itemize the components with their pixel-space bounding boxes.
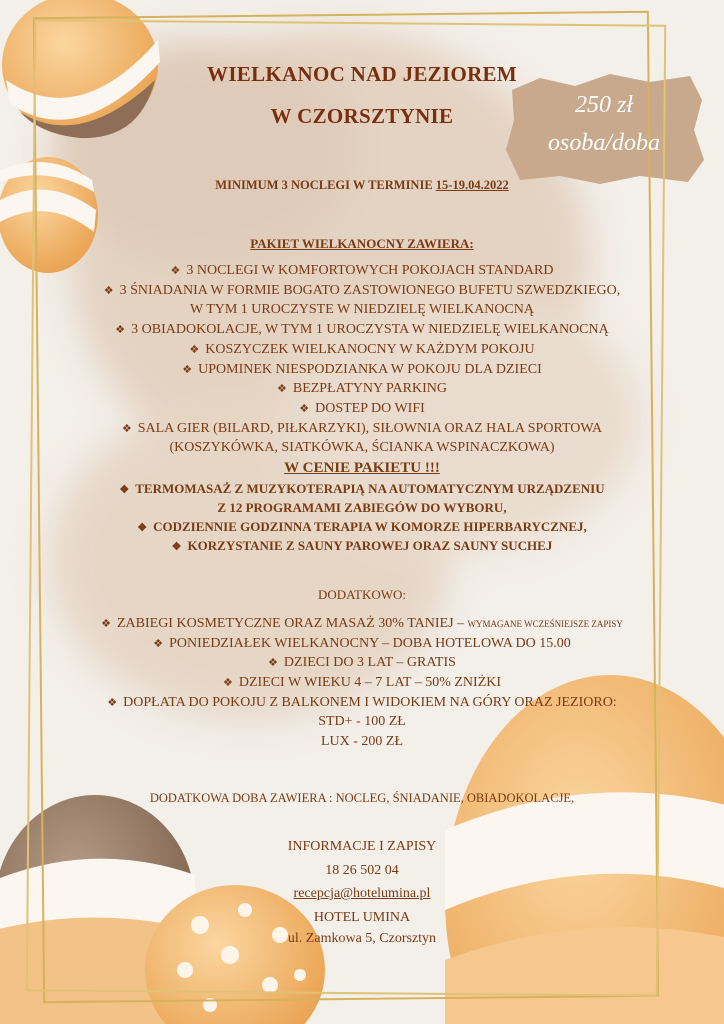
contact-heading: INFORMACJE I ZAPISY xyxy=(287,839,437,854)
extras-heading: DODATKOWO: xyxy=(317,587,407,602)
price-badge xyxy=(505,72,703,182)
bullet-icon: ❖ xyxy=(299,403,310,415)
contact-phone[interactable]: 18 26 502 04 xyxy=(325,863,399,878)
bullet-icon: ❖ xyxy=(101,618,111,630)
minimum-text: MINIMUM 3 NOCLEGI W TERMINIE xyxy=(215,178,436,192)
bullet-icon: ❖ xyxy=(268,657,278,669)
package-item: ❖ BEZPŁATYNY PARKING xyxy=(276,381,448,396)
bullet-icon: ❖ xyxy=(121,423,132,435)
package-item: ❖ DOSTEP DO WIFI xyxy=(299,401,425,416)
package-item: ❖ SALA GIER (BILARD, PIŁKARZYKI), SIŁOWNIA ORAZ HALA SPORTOWA xyxy=(121,421,603,436)
extras-item: ❖ DZIECI W WIEKU 4 – 7 LAT – 50% ZNIŻKI xyxy=(222,675,502,690)
package-item: ❖ 3 OBIADOKOLACJE, W TYM 1 UROCZYSTA W NIEDZIELĘ WIELKANOCNĄ xyxy=(115,322,609,337)
price-value: 250 zł xyxy=(574,92,633,118)
package-item-cont: (KOSZYKÓWKA, SIATKÓWKA, ŚCIANKA WSPINACZKOWA) xyxy=(169,440,555,455)
bullet-icon: ❖ xyxy=(103,285,114,297)
extras-note: WYMAGANE WCZEŚNIEJSZE ZAPISY xyxy=(467,619,623,629)
bullet-icon: ❖ xyxy=(107,697,118,709)
package-item: ❖ UPOMINEK NIESPODZIANKA W POKOJU DLA DZIECI xyxy=(182,362,542,377)
package-item: ❖ 3 NOCLEGI W KOMFORTOWYCH POKOJACH STANDARD xyxy=(170,263,554,278)
included-item: ❖ TERMOMASAŻ Z MUZYKOTERAPIĄ NA AUTOMATYCZNYM URZĄDZENIU xyxy=(119,481,605,496)
extras-item: ❖ ZABIEGI KOSMETYCZNE ORAZ MASAŻ 30% TANIEJ – WYMAGANE WCZEŚNIEJSZE ZAPISY xyxy=(101,616,623,631)
bullet-icon: ❖ xyxy=(115,324,126,336)
bullet-icon: ❖ xyxy=(137,522,148,534)
package-heading: PAKIET WIELKANOCNY ZAWIERA: xyxy=(250,236,474,251)
extra-night: DODATKOWA DOBA ZAWIERA : NOCLEG, ŚNIADANIE, OBIADOKOLACJE, xyxy=(149,791,575,805)
package-item: ❖ KOSZYCZEK WIELKANOCNY W KAŻDYM POKOJU xyxy=(189,342,535,357)
title-line-1: WIELKANOC NAD JEZIOREM xyxy=(207,62,517,86)
bullet-icon: ❖ xyxy=(171,541,182,553)
bullet-icon: ❖ xyxy=(119,484,130,496)
package-item-cont: W TYM 1 UROCZYSTE W NIEDZIELĘ WIELKANOCNĄ xyxy=(189,302,534,317)
minimum-dates: 15-19.04.2022 xyxy=(435,178,509,192)
hotel-name: HOTEL UMINA xyxy=(313,910,411,925)
extras-item: ❖ PONIEDZIAŁEK WIELKANOCNY – DOBA HOTELOWA DO 15.00 xyxy=(153,636,571,651)
bullet-icon: ❖ xyxy=(182,364,193,376)
price-unit: osoba/doba xyxy=(547,130,660,156)
included-item-cont: Z 12 PROGRAMAMI ZABIEGÓW DO WYBORU, xyxy=(217,500,507,515)
bullet-icon: ❖ xyxy=(189,344,200,356)
bullet-icon: ❖ xyxy=(153,638,164,650)
minimum-nights xyxy=(0,178,724,193)
bullet-icon: ❖ xyxy=(276,383,287,395)
included-heading: W CENIE PAKIETU !!! xyxy=(284,460,440,476)
extras-item: ❖ DZIECI DO 3 LAT – GRATIS xyxy=(268,655,456,670)
extras-item: ❖ DOPŁATA DO POKOJU Z BALKONEM I WIDOKIEM NA GÓRY ORAZ JEZIORO: xyxy=(107,695,617,710)
contact-email[interactable]: recepcja@hotelumina.pl xyxy=(293,886,431,901)
extras-lux: LUX - 200 ZŁ xyxy=(320,734,404,749)
package-item: ❖ 3 ŚNIADANIA W FORMIE BOGATO ZASTOWIONEGO BUFETU SZWEDZKIEGO, xyxy=(103,283,621,298)
extras-std: STD+ - 100 ZŁ xyxy=(318,714,406,729)
included-item: ❖ CODZIENNIE GODZINNA TERAPIA W KOMORZE HIPERBARYCZNEJ, xyxy=(137,519,587,534)
included-item: ❖ KORZYSTANIE Z SAUNY PAROWEJ ORAZ SAUNY SUCHEJ xyxy=(171,538,553,553)
bullet-icon: ❖ xyxy=(170,265,181,277)
title-line-2: W CZORSZTYNIE xyxy=(270,104,454,128)
hotel-address: ul. Zamkowa 5, Czorsztyn xyxy=(287,931,437,946)
bullet-icon: ❖ xyxy=(222,677,233,689)
